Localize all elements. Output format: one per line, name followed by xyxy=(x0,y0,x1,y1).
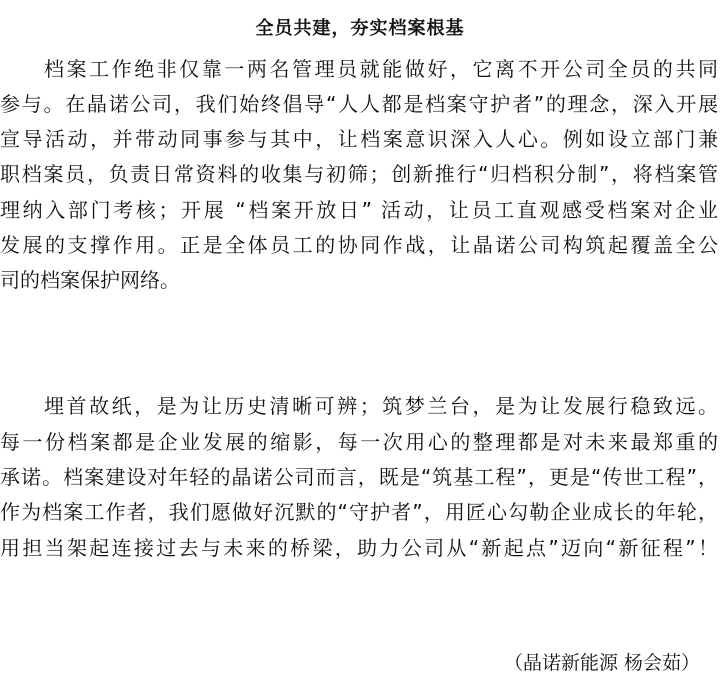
paragraph-1-line-1: 档案工作绝非仅靠一两名管理员就能做好，它离不开公司全员的共同 xyxy=(44,57,718,81)
paragraph-2-line-3: 承诺。档案建设对年轻的晶诺公司而言，既是“筑基工程”，更是“传世工程”， xyxy=(0,465,718,489)
paragraph-2-line-4: 作为档案工作者，我们愿做好沉默的“守护者”，用匠心勾勒企业成长的年轮， xyxy=(0,500,718,524)
paragraph-1-line-6: 发展的支撑作用。正是全体员工的协同作战，让晶诺公司构筑起覆盖全公 xyxy=(0,233,718,257)
paragraph-2-line-2: 每一份档案都是企业发展的缩影，每一次用心的整理都是对未来最郑重的 xyxy=(0,430,718,454)
article-title: 全员共建，夯实档案根基 xyxy=(255,18,465,39)
paragraph-1-line-5: 理纳入部门考核；开展 “档案开放日” 活动，让员工直观感受档案对企业 xyxy=(0,198,718,222)
paragraph-1-line-3: 宣导活动，并带动同事参与其中，让档案意识深入人心。例如设立部门兼 xyxy=(0,127,718,151)
paragraph-1-line-2: 参与。在晶诺公司，我们始终倡导“人人都是档案守护者”的理念，深入开展 xyxy=(0,92,718,116)
paragraph-1-line-4: 职档案员，负责日常资料的收集与初筛；创新推行“归档积分制”，将档案管 xyxy=(0,162,718,186)
paragraph-1-line-7: 司的档案保护网络。 xyxy=(0,268,180,292)
author-signature: （晶诺新能源 杨会茹） xyxy=(503,652,700,674)
paragraph-2-line-1: 埋首故纸，是为让历史清晰可辨；筑梦兰台，是为让发展行稳致远。 xyxy=(44,394,718,418)
paragraph-2-line-5: 用担当架起连接过去与未来的桥梁，助力公司从“新起点”迈向“新征程”！ xyxy=(0,536,718,560)
